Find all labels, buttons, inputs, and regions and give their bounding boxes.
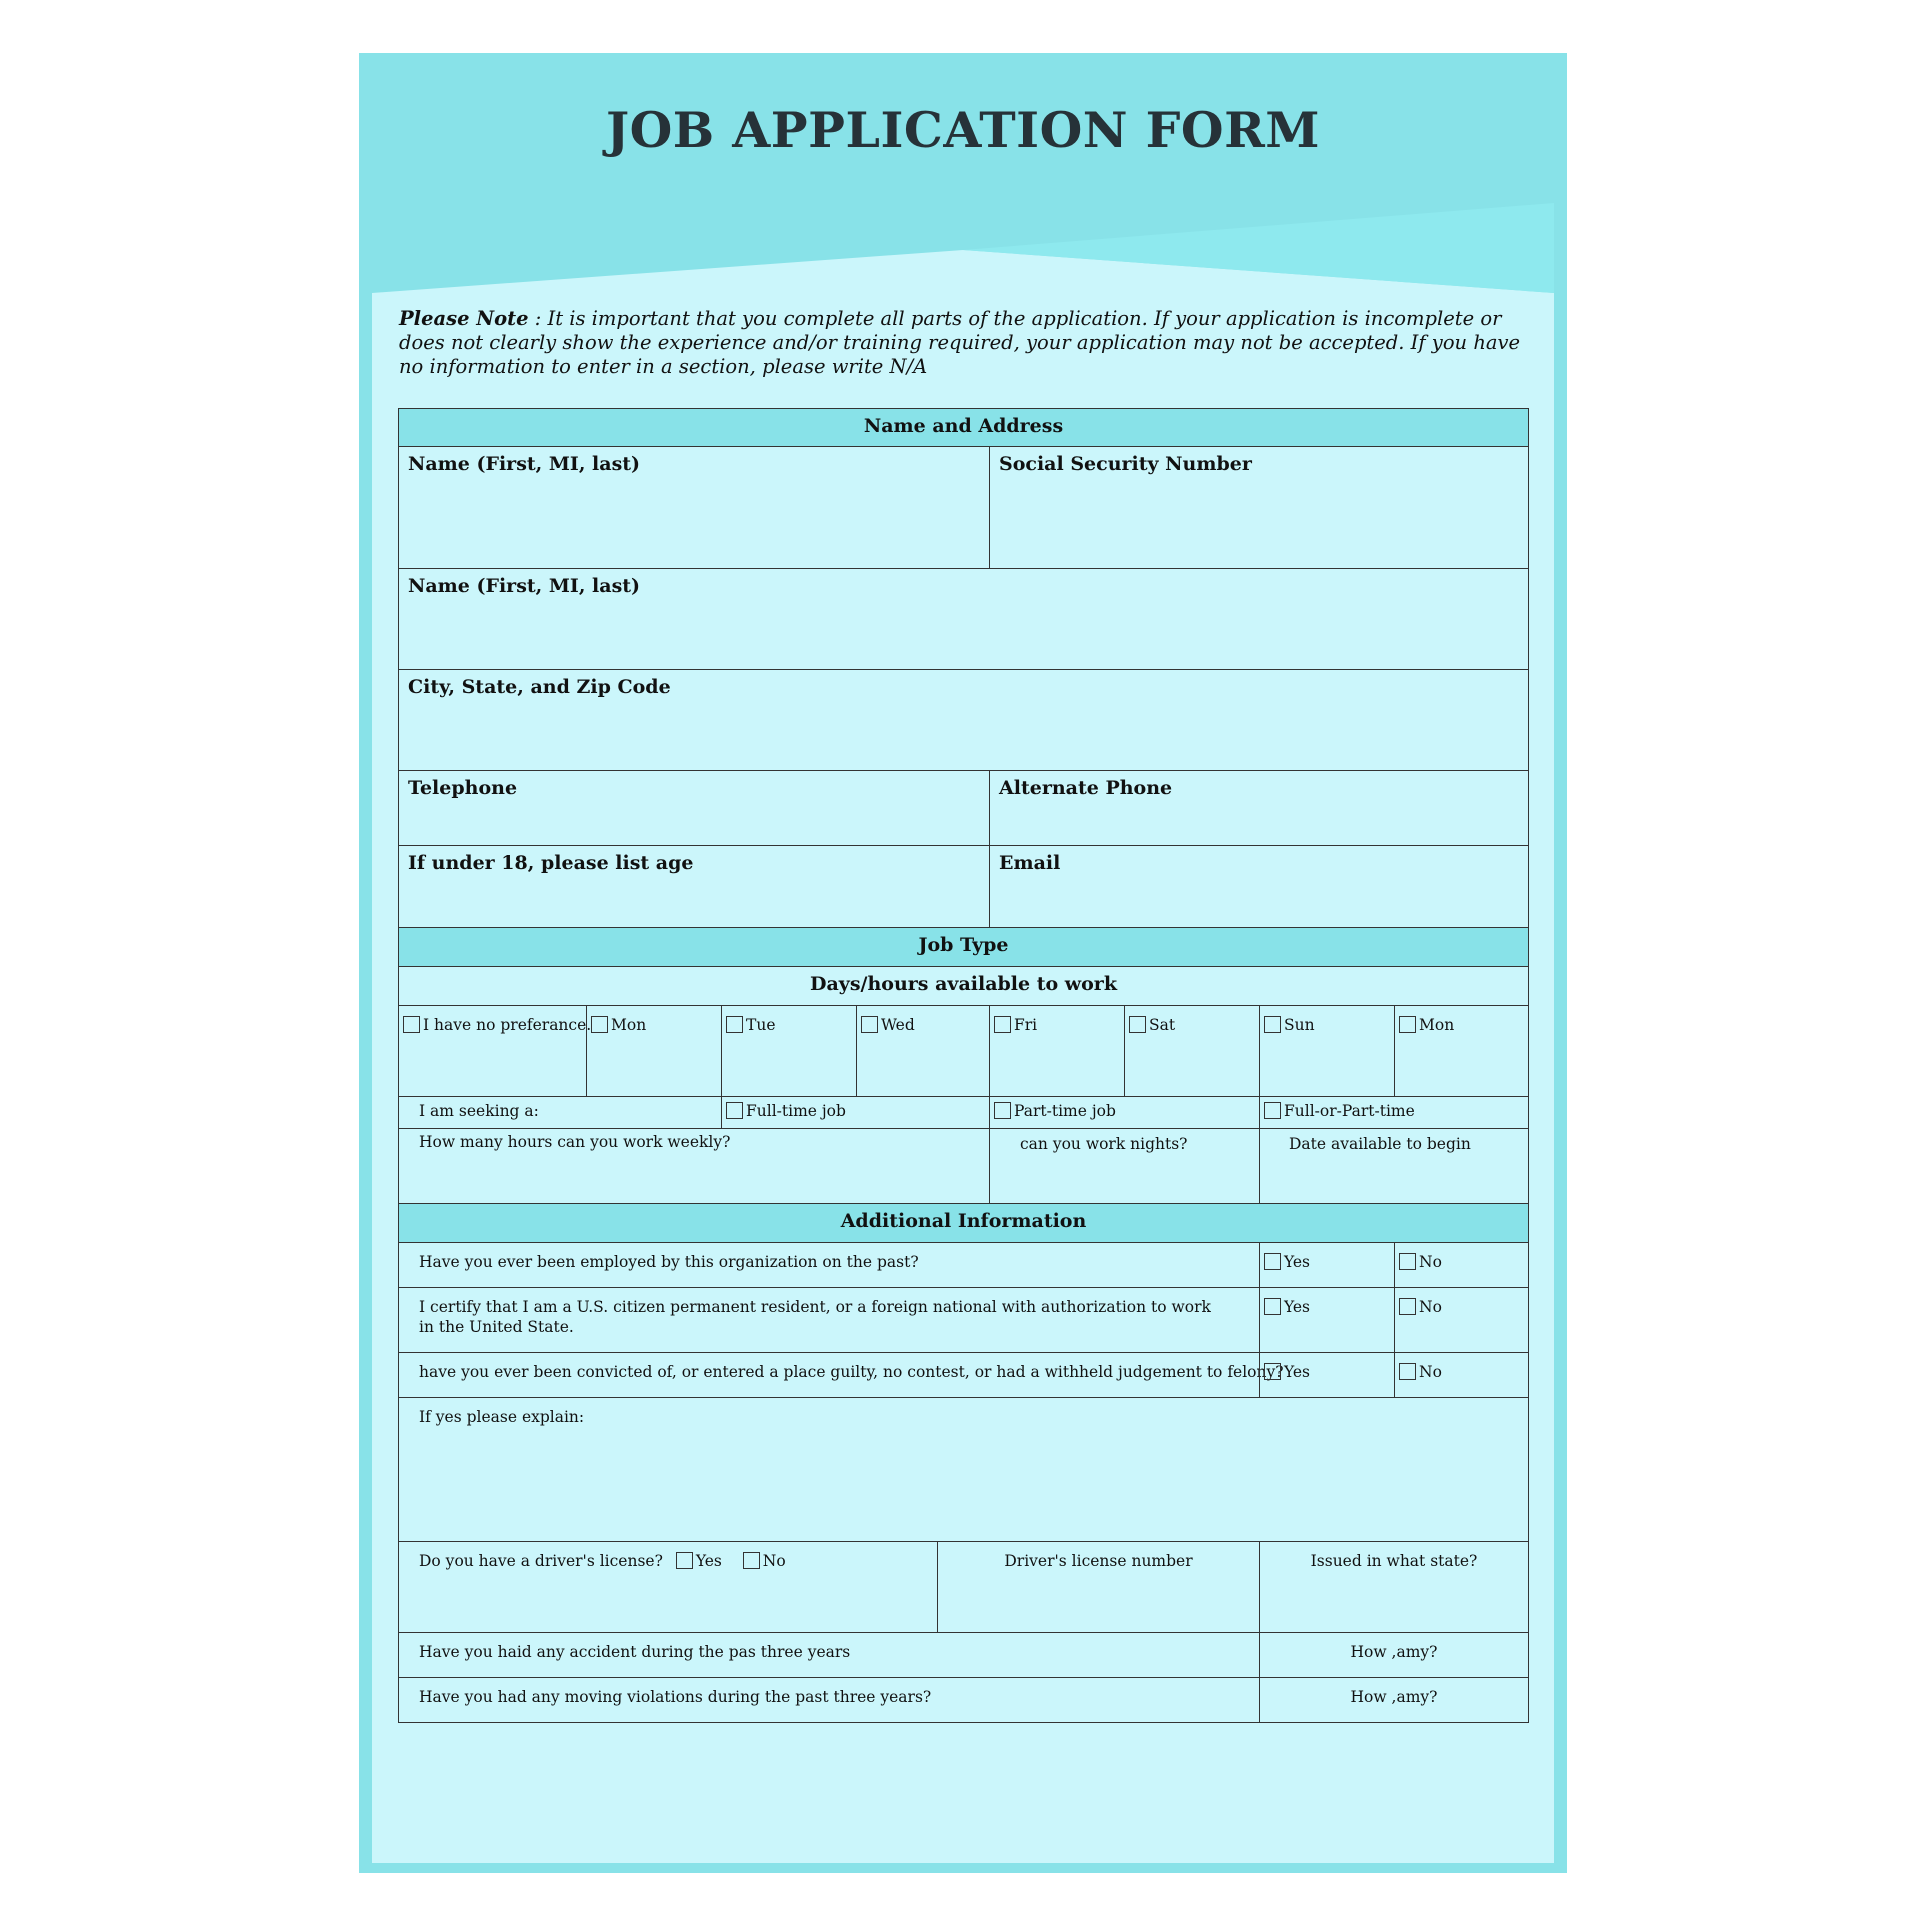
- license-number-label: Driver's license number: [1004, 1552, 1193, 1570]
- license-yes-label: Yes: [695, 1552, 722, 1570]
- mon-2-label: Mon: [1419, 1016, 1455, 1034]
- employed-yes-cell: [1259, 1242, 1395, 1288]
- no-preference-checkbox[interactable]: [403, 1016, 420, 1033]
- felony-no-label: No: [1419, 1363, 1442, 1381]
- felony-no-cell: [1394, 1352, 1529, 1398]
- citizenship-no-label: No: [1419, 1298, 1442, 1316]
- header-banner: [372, 63, 1554, 293]
- day-sat: [1124, 1005, 1260, 1097]
- citizenship-question: [398, 1287, 1260, 1353]
- note-lead: Please Note: [399, 307, 529, 330]
- name-field-2[interactable]: [398, 568, 1529, 670]
- accident-count-field[interactable]: [1259, 1632, 1529, 1678]
- violations-count-field[interactable]: [1259, 1677, 1529, 1723]
- part-time-label: Part-time job: [1014, 1102, 1116, 1120]
- please-note: [399, 307, 1539, 379]
- employed-no-label: No: [1419, 1253, 1442, 1271]
- sat-checkbox[interactable]: [1129, 1016, 1146, 1033]
- date-available-field[interactable]: [1259, 1128, 1529, 1204]
- page-title: JOB APPLICATION FORM: [605, 101, 1321, 159]
- form-sheet: [359, 53, 1567, 1873]
- sun-checkbox[interactable]: [1264, 1016, 1281, 1033]
- ssn-label: Social Security Number: [999, 453, 1252, 475]
- alternate-phone-field[interactable]: [989, 770, 1529, 846]
- violations-label: Have you had any moving violations during the past three years?: [419, 1688, 932, 1706]
- felony-yes-checkbox[interactable]: [1264, 1363, 1281, 1380]
- citizenship-label-line1: I certify that I am a U.S. citizen permanent resident, or a foreign national with authorization to work: [419, 1298, 1211, 1316]
- license-yes-checkbox[interactable]: [676, 1552, 693, 1569]
- license-no-checkbox[interactable]: [743, 1552, 760, 1569]
- employed-no-cell: [1394, 1242, 1529, 1288]
- telephone-field[interactable]: [398, 770, 990, 846]
- felony-label: have you ever been convicted of, or entered a place guilty, no contest, or had a withheld judgement to felony?: [419, 1363, 1284, 1381]
- city-state-zip-field[interactable]: [398, 669, 1529, 771]
- employed-yes-label: Yes: [1284, 1253, 1311, 1271]
- telephone-label: Telephone: [408, 777, 518, 799]
- nights-label: can you work nights?: [1020, 1135, 1188, 1153]
- full-time-cell: [721, 1096, 990, 1129]
- application-table: [398, 408, 1529, 1720]
- citizenship-yes-cell: [1259, 1287, 1395, 1353]
- wed-label: Wed: [881, 1016, 915, 1034]
- accident-question: [398, 1632, 1260, 1678]
- license-number-field[interactable]: [937, 1541, 1260, 1633]
- part-time-cell: [989, 1096, 1260, 1129]
- accident-count-label: How ,amy?: [1350, 1643, 1438, 1661]
- sat-label: Sat: [1149, 1016, 1176, 1034]
- citizenship-label-line2: in the United State.: [419, 1318, 574, 1336]
- hours-weekly-label: How many hours can you work weekly?: [419, 1133, 731, 1151]
- days-hours-header: Days/hours available to work: [398, 966, 1529, 1006]
- mon-checkbox[interactable]: [591, 1016, 608, 1033]
- explain-label: If yes please explain:: [419, 1408, 585, 1426]
- license-question-label: Do you have a driver's license?: [419, 1552, 663, 1570]
- mon-label: Mon: [611, 1016, 647, 1034]
- day-mon: [586, 1005, 722, 1097]
- nights-field[interactable]: [989, 1128, 1260, 1204]
- name-field[interactable]: [398, 446, 990, 569]
- seeking-label-cell: [398, 1096, 722, 1129]
- seeking-label: I am seeking a:: [419, 1102, 539, 1120]
- day-fri: [989, 1005, 1125, 1097]
- age-field[interactable]: [398, 845, 990, 928]
- form-page: [372, 63, 1554, 1863]
- full-or-part-time-cell: [1259, 1096, 1529, 1129]
- email-label: Email: [999, 852, 1061, 874]
- license-question-cell: [398, 1541, 938, 1633]
- employed-before-question: [398, 1242, 1260, 1288]
- felony-yes-label: Yes: [1284, 1363, 1311, 1381]
- citizenship-no-cell: [1394, 1287, 1529, 1353]
- employed-before-label: Have you ever been employed by this organization on the past?: [419, 1253, 919, 1271]
- employed-yes-checkbox[interactable]: [1264, 1253, 1281, 1270]
- tue-checkbox[interactable]: [726, 1016, 743, 1033]
- mon-2-checkbox[interactable]: [1399, 1016, 1416, 1033]
- violations-question: [398, 1677, 1260, 1723]
- full-time-checkbox[interactable]: [726, 1102, 743, 1119]
- explain-field[interactable]: [398, 1397, 1529, 1542]
- sun-label: Sun: [1284, 1016, 1315, 1034]
- citizenship-no-checkbox[interactable]: [1399, 1298, 1416, 1315]
- full-time-label: Full-time job: [746, 1102, 846, 1120]
- fri-label: Fri: [1014, 1016, 1038, 1034]
- section-name-address: Name and Address: [398, 408, 1529, 447]
- ssn-field[interactable]: [989, 446, 1529, 569]
- day-sun: [1259, 1005, 1395, 1097]
- citizenship-yes-checkbox[interactable]: [1264, 1298, 1281, 1315]
- full-or-part-time-label: Full-or-Part-time: [1284, 1102, 1415, 1120]
- date-available-label: Date available to begin: [1289, 1135, 1471, 1153]
- email-field[interactable]: [989, 845, 1529, 928]
- felony-question: [398, 1352, 1284, 1398]
- issued-state-field[interactable]: [1259, 1541, 1529, 1633]
- city-state-zip-label: City, State, and Zip Code: [408, 676, 671, 698]
- issued-state-label: Issued in what state?: [1310, 1552, 1478, 1570]
- hours-weekly-field[interactable]: [398, 1128, 990, 1204]
- section-additional-info: Additional Information: [398, 1203, 1529, 1243]
- felony-yes-cell: [1259, 1352, 1395, 1398]
- day-tue: [721, 1005, 857, 1097]
- license-no-label: No: [762, 1552, 786, 1570]
- day-no-preference: [398, 1005, 592, 1097]
- alternate-phone-label: Alternate Phone: [999, 777, 1173, 799]
- section-job-type: Job Type: [398, 927, 1529, 967]
- felony-no-checkbox[interactable]: [1399, 1363, 1416, 1380]
- full-or-part-time-checkbox[interactable]: [1264, 1102, 1281, 1119]
- part-time-checkbox[interactable]: [994, 1102, 1011, 1119]
- violations-count-label: How ,amy?: [1350, 1688, 1438, 1706]
- day-wed: [856, 1005, 990, 1097]
- citizenship-yes-label: Yes: [1284, 1298, 1311, 1316]
- tue-label: Tue: [746, 1016, 776, 1034]
- note-text: : It is important that you complete all parts of the application. If your application is incomplete or does not clearly show the experience and/or training required, your application may not be accepted. If you have no information to enter in a section, please write N/A: [399, 307, 1521, 378]
- accident-label: Have you haid any accident during the pas three years: [419, 1643, 851, 1661]
- day-mon-2: [1394, 1005, 1529, 1097]
- name-label: Name (First, MI, last): [408, 453, 641, 475]
- employed-no-checkbox[interactable]: [1399, 1253, 1416, 1270]
- wed-checkbox[interactable]: [861, 1016, 878, 1033]
- age-label: If under 18, please list age: [408, 852, 694, 874]
- no-preference-label: I have no preferance.: [423, 1016, 592, 1034]
- name-label-2: Name (First, MI, last): [408, 575, 641, 597]
- fri-checkbox[interactable]: [994, 1016, 1011, 1033]
